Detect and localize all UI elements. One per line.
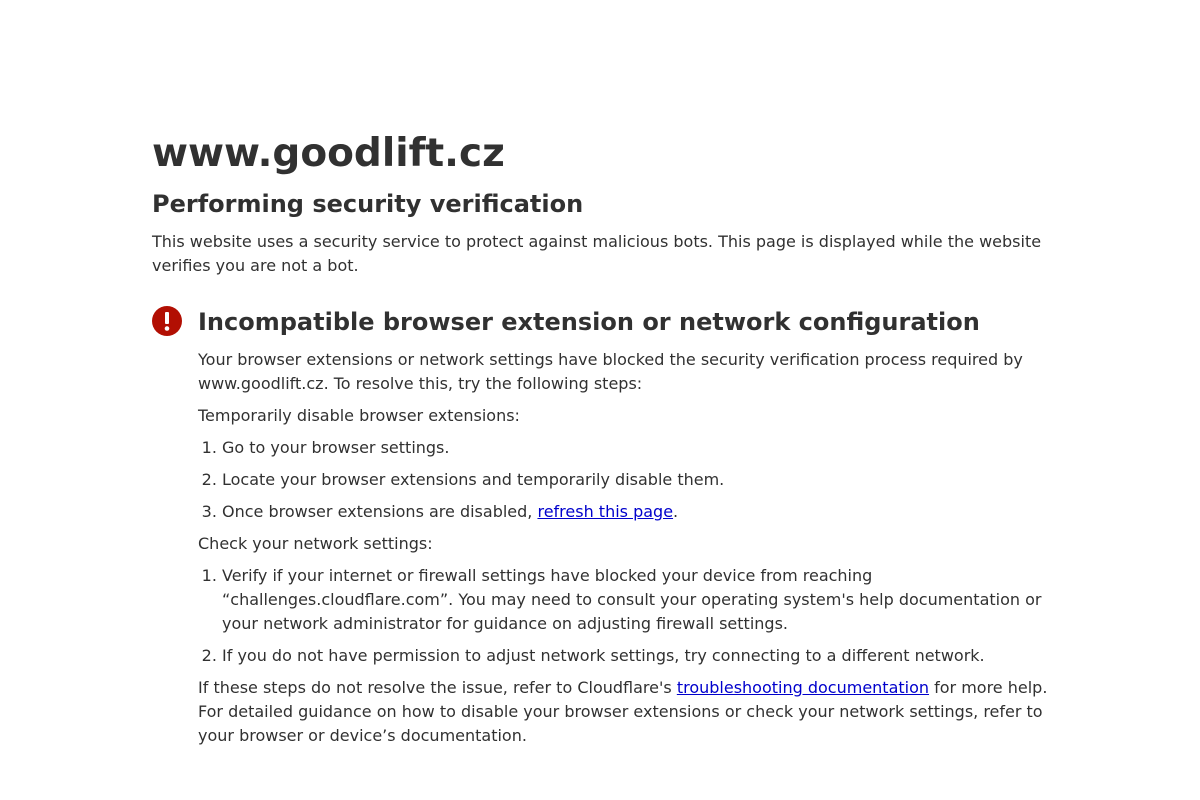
footer-suffix: for more help. For detailed guidance on how to disable your browser extensions or check your network settings, refer to your browser or device’s documentation. — [198, 678, 1048, 745]
extensions-steps-list — [198, 436, 1052, 524]
site-name: www.goodlift.cz — [152, 131, 505, 176]
main-content — [152, 128, 1052, 748]
step-text-suffix: . — [673, 502, 679, 521]
exclamation-circle-icon — [152, 306, 182, 336]
intro-text: This website uses a security service to protect against malicious bots. This page is displayed while the website verifies you are not a bot. — [152, 232, 1042, 275]
list-item: 2. Locate your browser extensions and temporarily disable them. — [222, 468, 1052, 492]
page-title: Performing security verification — [152, 190, 584, 218]
step-text: Once browser extensions are disabled, — [222, 502, 538, 521]
list-item: 1. Go to your browser settings. — [222, 436, 1052, 460]
error-description: Your browser extensions or network settings have blocked the security verification process required by www.goodlift.cz. To resolve this, try the following steps: — [198, 350, 1023, 393]
troubleshooting-docs-link[interactable]: troubleshooting documentation — [676, 678, 930, 697]
error-title: Incompatible browser extension or network configuration — [198, 308, 980, 336]
error-section — [152, 306, 1052, 748]
footer-prefix: If these steps do not resolve the issue, refer to Cloudflare's — [198, 678, 677, 697]
network-steps-list — [198, 564, 1052, 668]
list-item: 1. Verify if your internet or firewall settings have blocked your device from reaching “challenges.cloudflare.com”. You may need to consult your operating system's help documentation or your network administrator for guidance on adjusting firewall settings. — [222, 564, 1052, 636]
help-footer-text — [198, 676, 1052, 748]
network-heading: Check your network settings: — [198, 534, 433, 553]
refresh-page-link[interactable]: refresh this page — [537, 502, 674, 521]
extensions-heading: Temporarily disable browser extensions: — [198, 406, 520, 425]
list-item — [222, 500, 1052, 524]
list-item: 2. If you do not have permission to adjust network settings, try connecting to a different network. — [222, 644, 1052, 668]
